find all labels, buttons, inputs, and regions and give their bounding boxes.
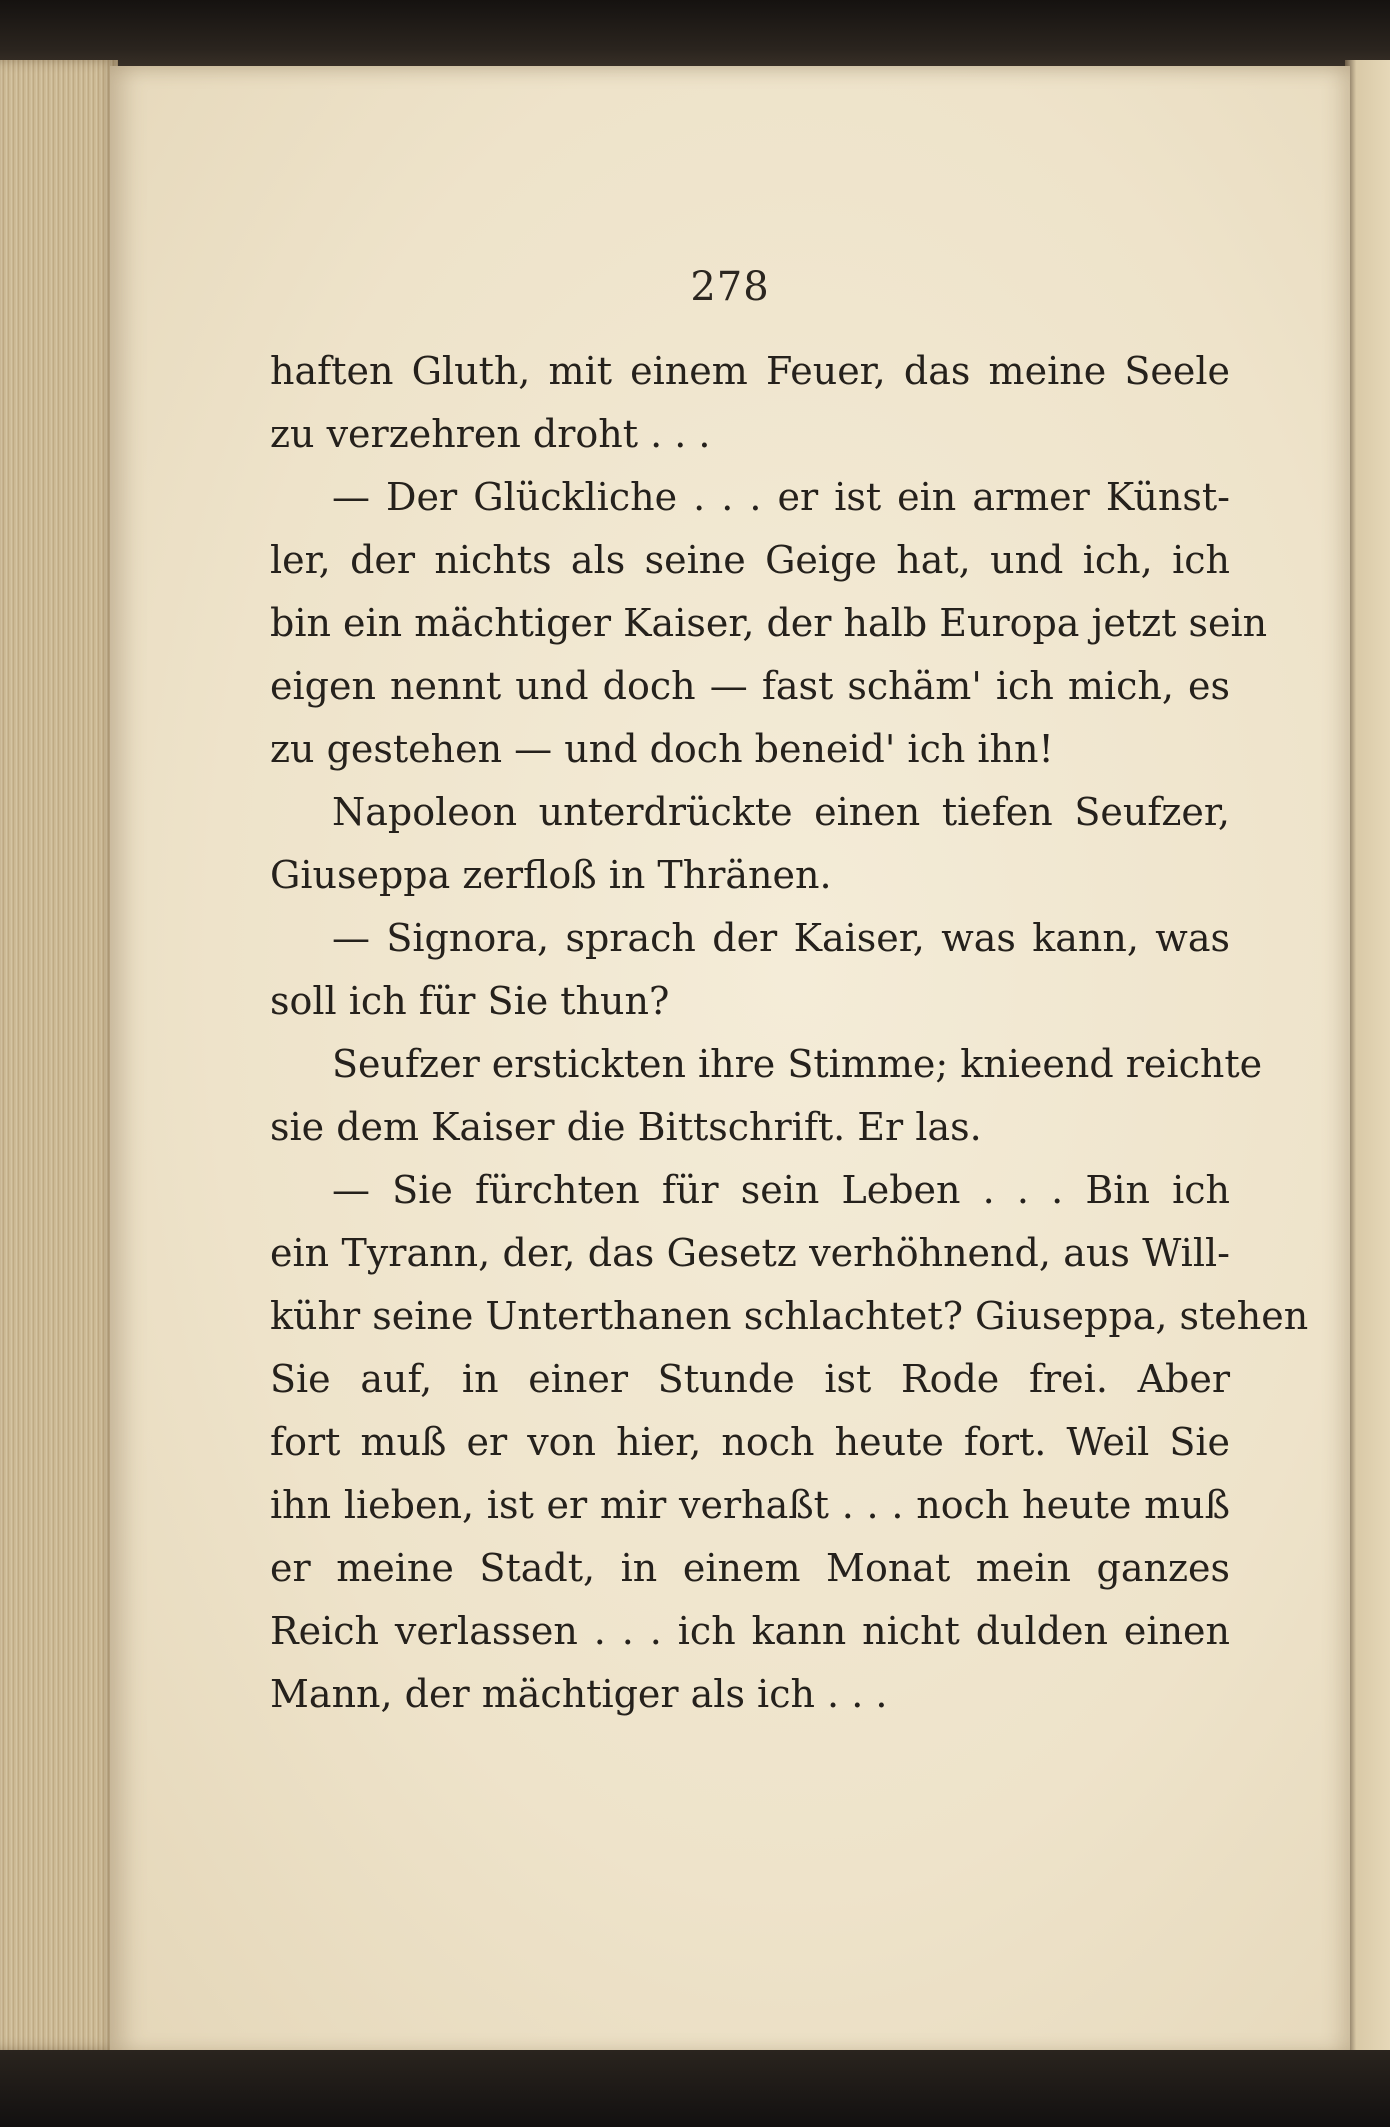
text-line: — Signora, sprach der Kaiser, was kann, was [332,916,1230,960]
text-line: Sie auf, in einer Stunde ist Rode frei. Aber [270,1357,1230,1401]
text-line: Mann, der mächtiger als ich . . . [270,1672,888,1716]
text-line: Giuseppa zerfloß in Thränen. [270,853,832,897]
text-line: ler, der nichts als seine Geige hat, und ich, ich [270,538,1230,582]
text-line: fort muß er von hier, noch heute fort. Weil Sie [270,1420,1230,1464]
text-line: Seufzer erstickten ihre Stimme; knieend reichte [332,1042,1263,1086]
text-line: Reich verlassen . . . ich kann nicht dulden einen [270,1609,1230,1653]
text-line: soll ich für Sie thun? [270,979,670,1023]
scan-bottom-edge [0,2050,1390,2127]
text-line: er meine Stadt, in einem Monat mein ganzes [270,1546,1230,1590]
text-line: eigen nennt und doch — fast schäm' ich mich, es [270,664,1230,708]
text-line: Napoleon unterdrückte einen tiefen Seufzer, [332,790,1230,834]
scan-top-edge [0,0,1390,70]
body-text [270,340,1309,1726]
text-line: haften Gluth, mit einem Feuer, das meine Seele [270,349,1230,393]
text-line: zu gestehen — und doch beneid' ich ihn! [270,727,1054,771]
facing-page-edge [1345,60,1390,2050]
text-line: zu verzehren droht . . . [270,412,711,456]
text-line: kühr seine Unterthanen schlachtet? Giuseppa, stehen [270,1294,1309,1338]
text-line: ein Tyrann, der, das Gesetz verhöhnend, aus Will- [270,1231,1230,1275]
text-line: — Sie fürchten für sein Leben . . . Bin ich [332,1168,1230,1212]
page-stack-edge [0,60,118,2050]
page-number: 278 [690,264,770,310]
text-line: bin ein mächtiger Kaiser, der halb Europa jetzt sein [270,601,1268,645]
text-line: ihn lieben, ist er mir verhaßt . . . noch heute muß [270,1483,1230,1527]
text-line: — Der Glückliche . . . er ist ein armer Künst- [332,475,1230,519]
text-line: sie dem Kaiser die Bittschrift. Er las. [270,1105,982,1149]
